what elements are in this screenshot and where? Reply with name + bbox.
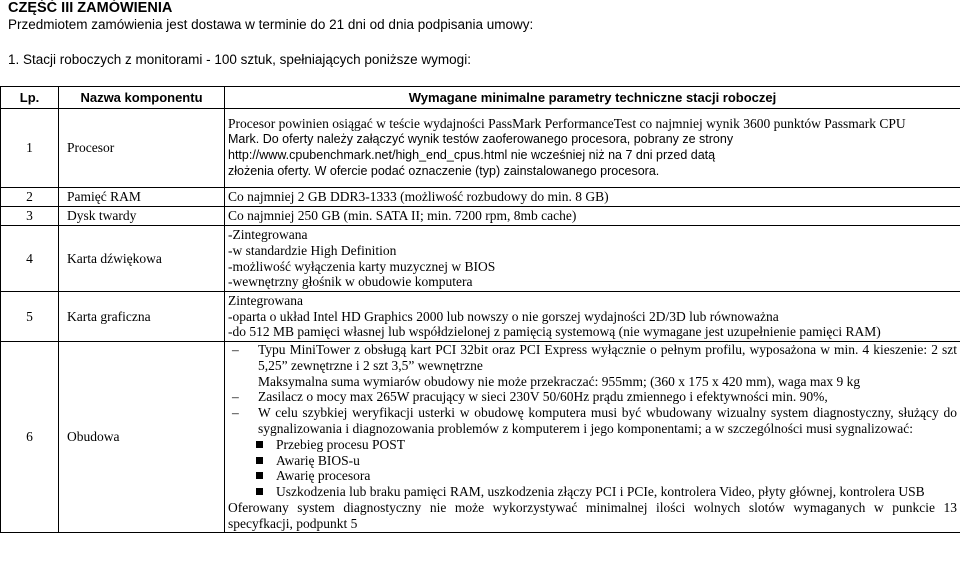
row-number: 1 xyxy=(1,109,59,188)
square-bullet-icon xyxy=(256,488,263,495)
list-item-text: Typu MiniTower z obsługą kart PCI 32bit oraz PCI Express wyłącznie o pełnym profilu, wyposażona w min. 4 kieszenie: 2 szt 5,25” zewnętrzne i 2 szt 3,5” wewnętrzne xyxy=(258,342,957,373)
table-row-ram xyxy=(1,188,960,207)
component-name: Pamięć RAM xyxy=(59,188,225,207)
table-header-row xyxy=(1,87,960,109)
component-requirements: Co najmniej 2 GB DDR3-1333 (możliwość rozbudowy do min. 8 GB) xyxy=(225,188,960,207)
component-requirements: Co najmniej 250 GB (min. SATA II; min. 7200 rpm, 8mb cache) xyxy=(225,207,960,226)
document-header xyxy=(8,0,533,33)
table-row-graphics xyxy=(1,292,960,342)
header-requirements: Wymagane minimalne parametry techniczne stacji roboczej xyxy=(225,87,960,109)
dash-marker: – xyxy=(232,389,239,405)
row-number: 4 xyxy=(1,226,59,292)
row-number: 5 xyxy=(1,292,59,342)
case-footer-note: Oferowany system diagnostyczny nie może wykorzystywać minimalnej ilości wolnych slotów wymaganych w punkcie 13 specyfkacji, podpunkt 5 xyxy=(228,499,957,531)
section-heading: 1. Stacji roboczych z monitorami - 100 sztuk, spełniających poniższe wymogi: xyxy=(8,52,471,67)
document-title: CZĘŚĆ III ZAMÓWIENIA xyxy=(8,0,173,16)
list-item xyxy=(254,453,957,469)
square-bullet-icon xyxy=(256,472,263,479)
row-number: 2 xyxy=(1,188,59,207)
table-row-case xyxy=(1,342,960,533)
component-name: Procesor xyxy=(59,109,225,188)
requirement-line: -oparta o układ Intel HD Graphics 2000 lub nowszy o nie gorszej wydajności 2D/3D lub równoważna xyxy=(228,308,779,324)
diagnostic-signals-list xyxy=(228,437,957,500)
requirement-line: -możliwość wyłączenia karty muzycznej w BIOS xyxy=(228,258,496,274)
list-item xyxy=(228,405,957,437)
specification-table xyxy=(0,86,960,533)
dash-marker: – xyxy=(232,405,239,421)
requirement-line: złożenia oferty. W ofercie podać oznaczenie (typ) zainstalowanego procesora. xyxy=(228,163,660,178)
list-item-text: Awarię procesora xyxy=(276,468,371,484)
requirement-line: -wewnętrzny głośnik w obudowie komputera xyxy=(228,274,473,290)
list-item xyxy=(228,389,957,405)
row-number: 3 xyxy=(1,207,59,226)
table-row-procesor xyxy=(1,109,960,188)
intro-text: Przedmiotem zamówienia jest dostawa w terminie do 21 dni od dnia podpisania umowy: xyxy=(8,17,534,32)
list-item xyxy=(228,374,957,390)
requirement-line: http://www.cpubenchmark.net/high_end_cpus.html nie wcześniej niż na 7 dni przed datą xyxy=(228,148,716,162)
list-item-text: Zasilacz o mocy max 265W pracujący w sieci 230V 50/60Hz prądu zmiennego i efektywności min. 90%, xyxy=(258,389,828,405)
header-component-name: Nazwa komponentu xyxy=(59,87,225,109)
table-row-sound xyxy=(1,226,960,292)
requirement-line: Zintegrowana xyxy=(228,292,303,308)
square-bullet-icon xyxy=(256,441,263,448)
requirement-line: Mark. Do oferty należy załączyć wynik testów zaoferowanego procesora, pobrany ze strony xyxy=(228,132,734,147)
list-item xyxy=(228,342,957,374)
component-requirements xyxy=(225,292,960,342)
requirement-line: Procesor powinien osiągać w teście wydajności PassMark PerformanceTest co najmniej wynik 3600 punktów Passmark CPU xyxy=(228,116,906,132)
requirement-line: -do 512 MB pamięci własnej lub współdzielonej z pamięcią systemową (nie wymagane jest uzupełnienie pamięci RAM) xyxy=(228,324,881,340)
requirement-line: -Zintegrowana xyxy=(228,226,308,242)
list-item xyxy=(254,484,957,500)
square-bullet-icon xyxy=(256,457,263,464)
component-name: Karta graficzna xyxy=(59,292,225,342)
component-name: Obudowa xyxy=(59,342,225,533)
table-row-hdd xyxy=(1,207,960,226)
list-item xyxy=(254,437,957,453)
list-item-text: Maksymalna suma wymiarów obudowy nie może przekraczać: 955mm; (360 x 175 x 420 mm), waga max 9 kg xyxy=(258,373,861,389)
component-requirements xyxy=(225,109,960,188)
component-name: Karta dźwiękowa xyxy=(59,226,225,292)
dash-marker: – xyxy=(232,342,239,357)
case-requirements-list xyxy=(228,342,957,437)
list-item xyxy=(254,468,957,484)
list-item-text: Uszkodzenia lub braku pamięci RAM, uszkodzenia złączy PCI i PCIe, kontrolera Video, płyty głównej, kontrolera USB xyxy=(276,484,925,500)
list-item-text: Awarię BIOS-u xyxy=(276,452,360,468)
component-name: Dysk twardy xyxy=(59,207,225,226)
requirement-line: -w standardzie High Definition xyxy=(228,242,397,258)
row-number: 6 xyxy=(1,342,59,533)
list-item-text: Przebieg procesu POST xyxy=(276,436,405,452)
list-item-text: W celu szybkiej weryfikacji usterki w obudowę komputera musi być wbudowany wizualny system diagnostyczny, służący do sygnalizowania i diagnozowania problemów z komputerem i jego komponentami; a w szczególności musi sygnalizować: xyxy=(258,405,957,436)
component-requirements xyxy=(225,226,960,292)
header-lp: Lp. xyxy=(1,87,59,109)
component-requirements xyxy=(225,342,960,533)
